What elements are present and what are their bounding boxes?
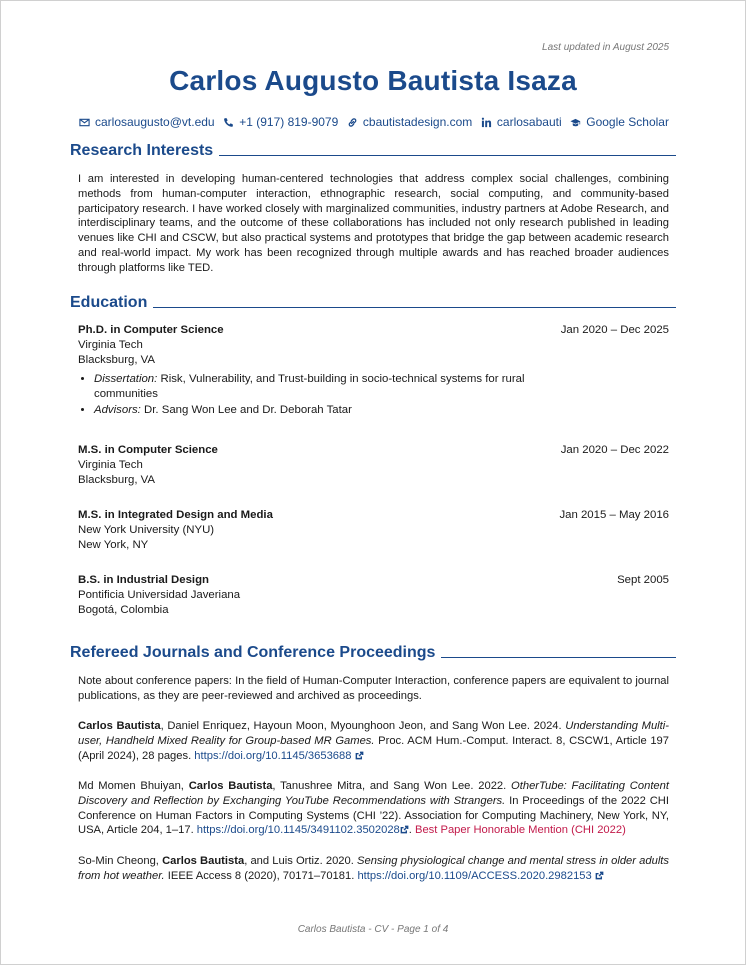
section-heading: Research Interests — [70, 142, 214, 159]
section-research-interests — [70, 142, 676, 160]
school-name: New York University (NYU) — [78, 524, 215, 536]
education-entry-ms-cs — [78, 443, 669, 488]
advisors-item: • Advisors: Dr. Sang Won Lee and Dr. Deborah Tatar — [94, 403, 534, 418]
degree-title: M.S. in Computer Science — [78, 444, 218, 456]
page-footer: Carlos Bautista - CV - Page 1 of 4 — [297, 924, 449, 935]
contact-bar — [79, 115, 669, 129]
dissertation-item: • Dissertation: Risk, Vulnerability, and Trust-building in socio-technical systems for rural communities — [94, 372, 534, 402]
degree-title: M.S. in Integrated Design and Media — [78, 509, 273, 521]
linkedin-link[interactable] — [481, 115, 562, 129]
education-entry-ms-idm — [78, 508, 669, 553]
school-name: Pontificia Universidad Javeriana — [78, 589, 241, 601]
last-updated: Last updated in August 2025 — [542, 42, 669, 53]
email-link[interactable] — [79, 115, 215, 129]
degree-title: Ph.D. in Computer Science — [78, 324, 224, 336]
doi-link[interactable]: https://doi.org/10.1109/ACCESS.2020.2982153 — [357, 869, 592, 882]
school-location: Bogotá, Colombia — [78, 604, 169, 616]
phone-link[interactable] — [223, 115, 338, 129]
publication-item: Carlos Bautista, Daniel Enriquez, Hayoun Moon, Myounghoon Jeon, and Sang Won Lee. 2024. Understanding Multi-user, Handheld Mixed Reality for Group-based MR Games. Proc. ACM Hum.-Comput. Interact. 8, CSCW1, Article 197 (April 2024), 28 pages. https://doi.org/10.1145/3653688 — [78, 720, 669, 762]
publications-note: Note about conference papers: In the field of Human-Computer Interaction, conference papers are equivalent to journal publications, as they are peer-reviewed and archived as proceedings. — [78, 675, 669, 702]
website-link[interactable] — [347, 115, 472, 129]
section-rule — [219, 155, 676, 156]
publication-item: Md Momen Bhuiyan, Carlos Bautista, Tanushree Mitra, and Sang Won Lee. 2022. OtherTube: Facilitating Content Discovery and Reflection by Exchanging YouTube Recommendations with Strangers. In Proceedings of the 2022 CHI Conference on Human Factors in Computing Systems (CHI ’22). Association for Computing Machinery, New York, NY, USA, Article 204, 1–17. https://doi.org/10.1145/3491102.3502028 . Best Paper Honorable Mention (CHI 2022) — [78, 780, 669, 837]
scholar-text: Google Scholar — [586, 115, 669, 129]
doi-link[interactable]: https://doi.org/10.1145/3491102.3502028 — [196, 824, 400, 837]
degree-title: B.S. in Industrial Design — [78, 574, 210, 586]
page-title: Carlos Augusto Bautista Isaza — [169, 65, 577, 96]
award-badge: Best Paper Honorable Mention (CHI 2022) — [415, 824, 626, 837]
section-rule — [153, 307, 676, 308]
school-location: Blacksburg, VA — [78, 354, 156, 366]
school-name: Virginia Tech — [78, 459, 143, 471]
section-publications — [70, 644, 676, 662]
section-heading: Refereed Journals and Conference Proceedings — [70, 644, 436, 661]
external-link-icon — [355, 750, 364, 759]
degree-dates: Jan 2015 – May 2016 — [559, 509, 669, 521]
education-entry-phd — [78, 323, 669, 419]
school-location: New York, NY — [78, 539, 149, 551]
education-entry-bs — [78, 573, 669, 618]
email-text: carlosaugusto@vt.edu — [95, 115, 215, 129]
section-rule — [441, 657, 676, 658]
doi-link[interactable]: https://doi.org/10.1145/3653688 — [194, 749, 352, 762]
publication-item: So-Min Cheong, Carlos Bautista, and Luis Ortiz. 2020. Sensing physiological change and mental stress in older adults from hot weather. IEEE Access 8 (2020), 70171–70181. https://doi.org/10.1109/ACCESS.2020.2982153 — [78, 855, 670, 882]
section-education — [70, 294, 676, 312]
envelope-icon — [79, 117, 90, 128]
phd-details-list — [78, 372, 534, 418]
phone-icon — [223, 117, 234, 128]
school-name: Virginia Tech — [78, 339, 143, 351]
website-text: cbautistadesign.com — [362, 115, 473, 129]
linkedin-icon — [481, 117, 492, 128]
degree-dates: Jan 2020 – Dec 2022 — [560, 444, 669, 456]
phone-text: +1 (917) 819-9079 — [239, 115, 339, 129]
linkedin-text: carlosabauti — [496, 115, 562, 129]
degree-dates: Sept 2005 — [617, 574, 669, 586]
section-heading: Education — [70, 294, 148, 311]
scholar-link[interactable] — [570, 115, 669, 129]
school-location: Blacksburg, VA — [78, 474, 156, 486]
graduation-cap-icon — [570, 117, 581, 128]
research-paragraph: I am interested in developing human-centered technologies that address complex social challenges, combining methods from human-computer interaction, ethnographic research, social computing, and community-based participatory research. I have worked closely with marginalized communities, industry partners at Adobe Research, and interdisciplinary teams, and the outcome of these collaborations has included not only research published in leading venues like CHI and CSCW, but also practical systems and prototypes that bridge the gap between academic research and real-world impact. My work has been recognized through multiple awards and has reached broader audiences through platforms like TED. — [78, 173, 669, 274]
degree-dates: Jan 2020 – Dec 2025 — [560, 324, 669, 336]
external-link-icon — [595, 870, 604, 879]
link-icon — [347, 117, 358, 128]
external-link-icon — [400, 824, 409, 833]
